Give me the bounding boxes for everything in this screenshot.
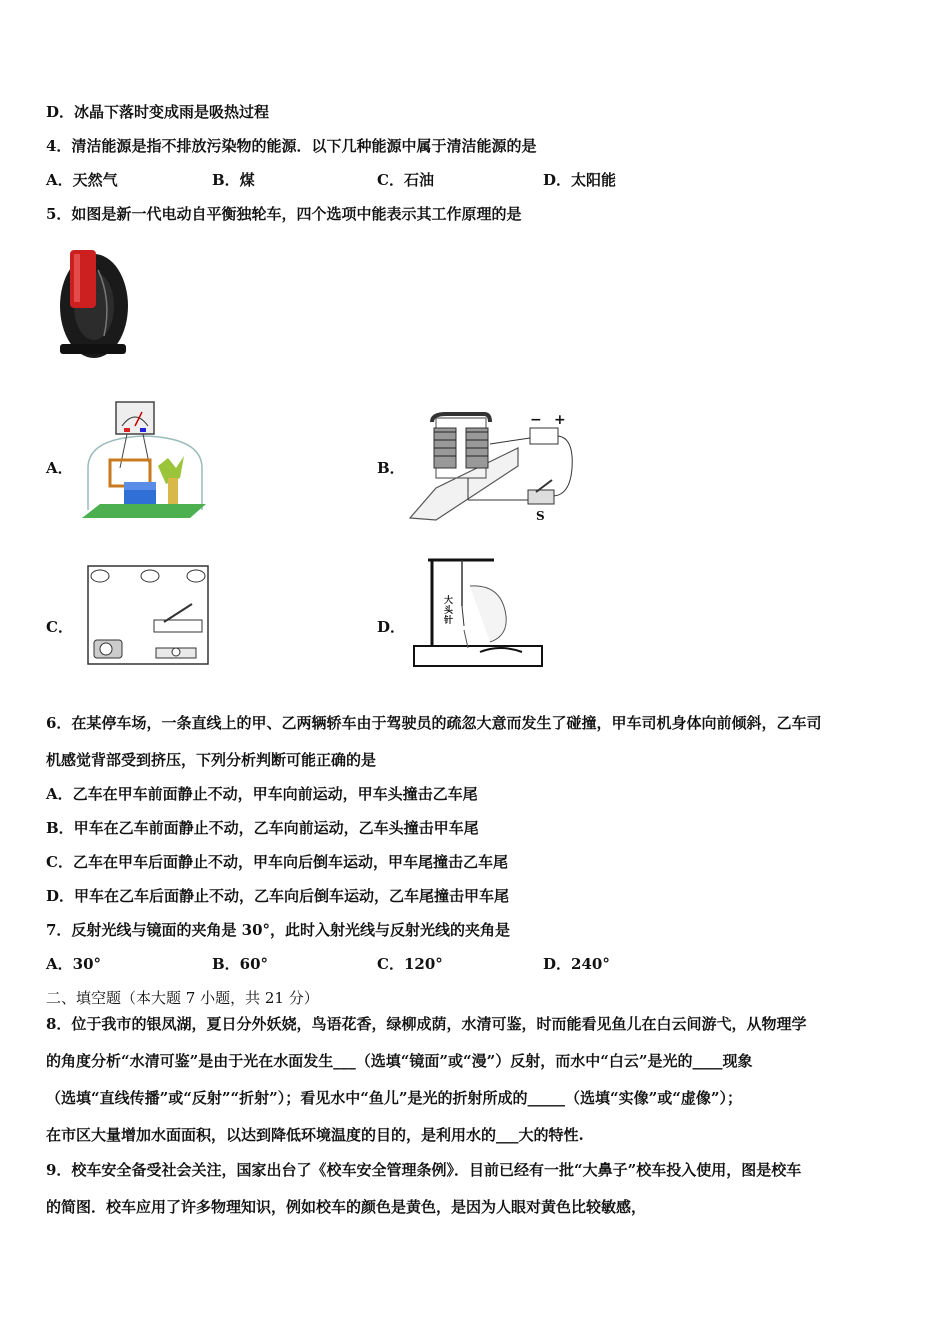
q5-figure-d-label: D． <box>377 618 406 636</box>
q6-option-c: C．乙车在甲车后面静止不动，甲车向后倒车运动，甲车尾撞击乙车尾 <box>46 853 508 871</box>
q4-option-a: A．天然气 <box>46 171 118 189</box>
figure-b-plus: + <box>554 412 566 428</box>
q5-figure-b-label: B． <box>377 459 405 477</box>
figure-b-minus: − <box>530 412 542 428</box>
q6-option-b: B．甲车在乙车前面静止不动，乙车向前运动，乙车头撞击甲车尾 <box>46 819 479 837</box>
figure-a-generator <box>80 398 210 522</box>
q4-option-d: D．太阳能 <box>543 171 617 189</box>
q7-stem: 7．反射光线与镜面的夹角是 30°，此时入射光线与反射光线的夹角是 <box>46 921 511 939</box>
q7-option-b: B．60° <box>212 955 269 973</box>
figure-d-stand <box>410 556 546 670</box>
q4-stem: 4．清洁能源是指不排放污染物的能源．以下几种能源中属于清洁能源的是 <box>46 137 537 155</box>
q8-line3: （选填“直线传播”或“反射”“折射”）；看见水中“鱼儿”是光的折射所成的_____（选填“实像”或“虚像”）； <box>46 1089 743 1107</box>
figure-b-switch-s: S <box>536 509 545 523</box>
q6-option-d: D．甲车在乙车后面静止不动，乙车向后倒车运动，乙车尾撞击甲车尾 <box>46 887 510 905</box>
q4-option-b: B．煤 <box>212 171 255 189</box>
q8-line1: 8．位于我市的银凤湖，夏日分外妖娆，鸟语花香，绿柳成荫，水清可鉴，时而能看见鱼儿在白云间游弋，从物理学 <box>46 1015 807 1033</box>
q3-option-d: D．冰晶下落时变成雨是吸热过程 <box>46 103 270 121</box>
q7-option-d: D．240° <box>543 955 610 973</box>
q5-figure-c-label: C． <box>46 618 73 636</box>
q7-option-a: A．30° <box>46 955 102 973</box>
q9-line1: 9．校车安全备受社会关注，国家出台了《校车安全管理条例》．目前已经有一批“大鼻子”校车投入使用，图是校车 <box>46 1161 802 1179</box>
q6-option-a: A．乙车在甲车前面静止不动，甲车向前运动，甲车头撞击乙车尾 <box>46 785 478 803</box>
q9-line2: 的简图．校车应用了许多物理知识，例如校车的颜色是黄色，是因为人眼对黄色比较敏感， <box>46 1198 647 1216</box>
q6-stem-line1: 6．在某停车场，一条直线上的甲、乙两辆轿车由于驾驶员的疏忽大意而发生了碰撞，甲车司机身体向前倾斜，乙车司 <box>46 714 822 732</box>
q4-option-c: C．石油 <box>377 171 434 189</box>
q5-figure-a-label: A． <box>46 459 73 477</box>
q6-stem-line2: 机感觉背部受到挤压，下列分析判断可能正确的是 <box>46 751 377 769</box>
figure-d-pin-label: 大头针 <box>444 596 454 626</box>
section-2-heading: 二、填空题（本大题 7 小题，共 21 分） <box>46 989 319 1007</box>
q8-line4: 在市区大量增加水面面积，以达到降低环境温度的目的，是利用水的___大的特性. <box>46 1126 584 1144</box>
q8-line2: 的角度分析“水清可鉴”是由于光在水面发生___（选填“镜面”或“漫”）反射，而水中“白云”是光的____现象 <box>46 1052 753 1070</box>
figure-c-circuit <box>82 560 214 670</box>
q7-option-c: C．120° <box>377 955 443 973</box>
unicycle-figure <box>54 240 134 364</box>
q5-stem: 5．如图是新一代电动自平衡独轮车，四个选项中能表示其工作原理的是 <box>46 205 522 223</box>
